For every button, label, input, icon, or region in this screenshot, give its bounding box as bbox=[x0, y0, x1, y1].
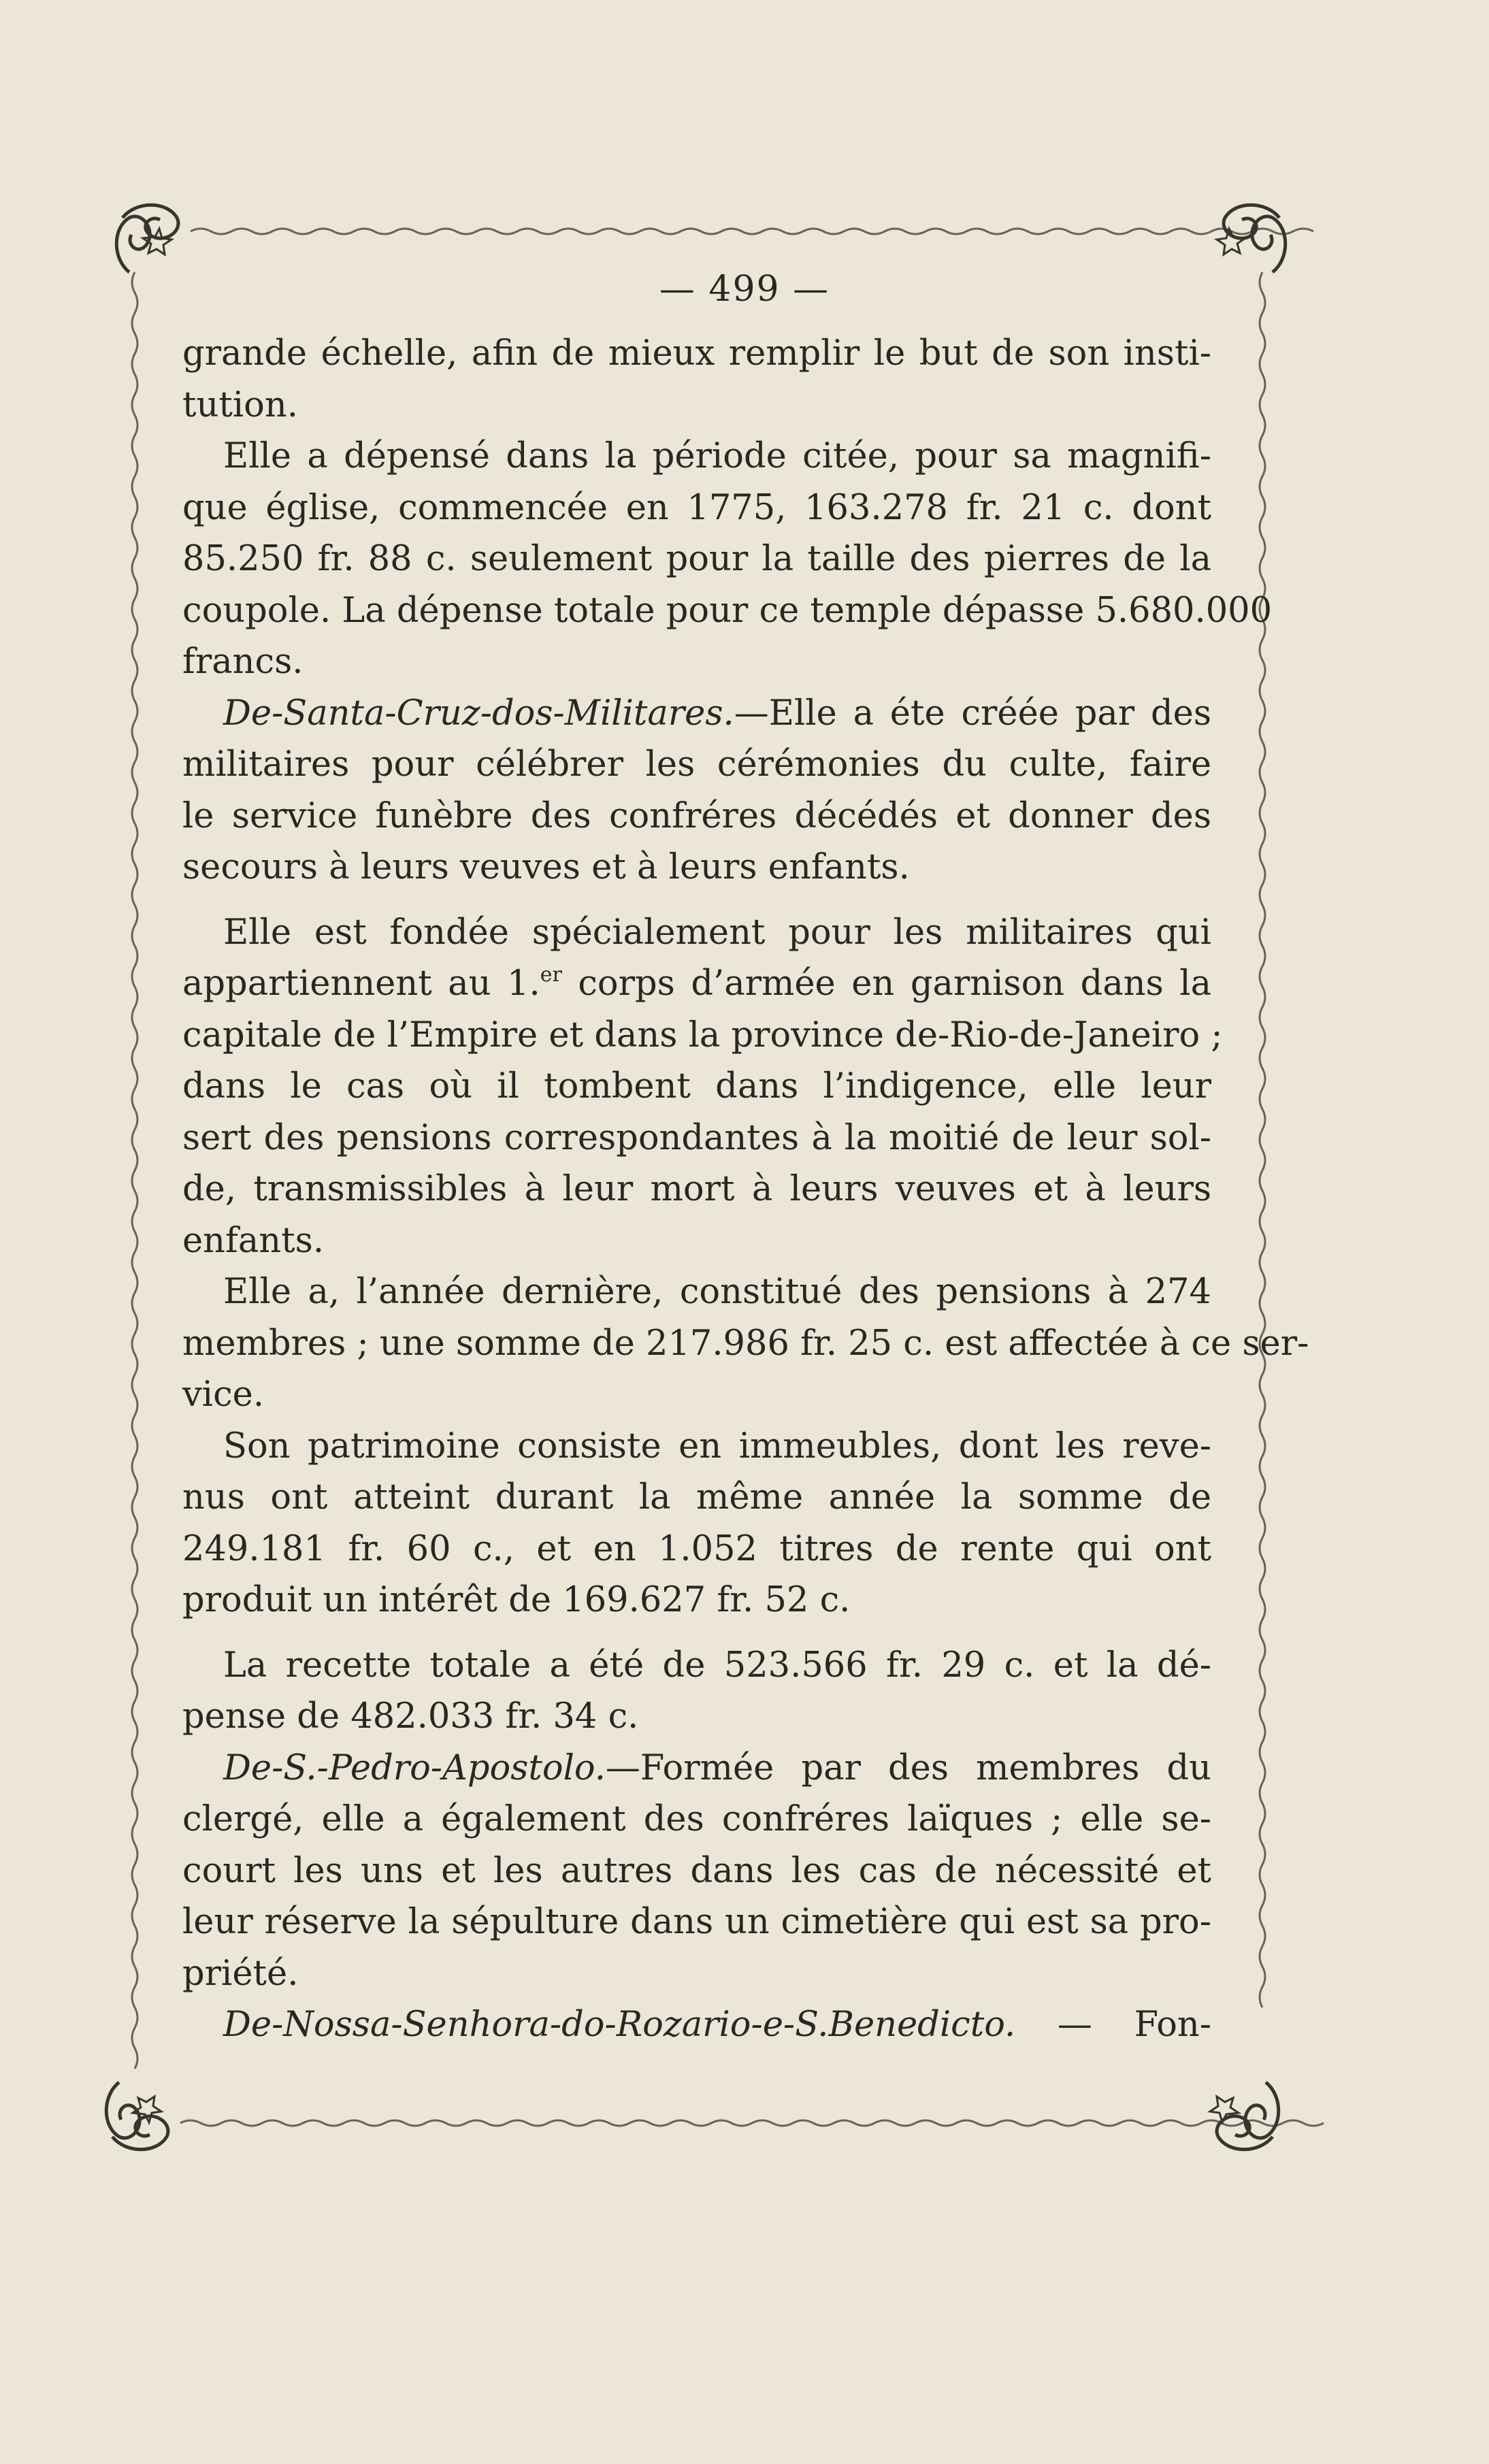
text-line: nus ont atteint durant la même année la somme de bbox=[182, 1477, 1211, 1517]
text-line: De-S.-Pedro-Apostolo.—Formée par des membres du bbox=[223, 1747, 1211, 1788]
text-line: francs. bbox=[182, 642, 304, 682]
text-line: De-Santa-Cruz-dos-Militares.—Elle a éte créée par des bbox=[223, 693, 1211, 734]
text-line: coupole. La dépense totale pour ce temple dépasse 5.680.000 bbox=[182, 590, 1273, 631]
text-line: De-Nossa-Senhora-do-Rozario-e-S.Benedicto. — Fon- bbox=[223, 2005, 1211, 2045]
text-line: Elle a dépensé dans la période citée, pour sa magnifi- bbox=[223, 436, 1211, 476]
right-border-rule bbox=[1260, 272, 1265, 2007]
body-text bbox=[182, 328, 1309, 2051]
bottom-border-rule bbox=[180, 2120, 1324, 2126]
left-border-rule bbox=[132, 272, 137, 2069]
text-line: capitale de l’Empire et dans la province de-Rio-de-Janeiro ; bbox=[182, 1015, 1223, 1055]
text-line: tution. bbox=[182, 384, 298, 425]
text-line: grande échelle, afin de mieux remplir le but de son insti- bbox=[182, 333, 1211, 374]
corner-ornament-top-left bbox=[116, 205, 178, 272]
text-line: pense de 482.033 fr. 34 c. bbox=[182, 1696, 639, 1737]
text-line: militaires pour célébrer les cérémonies du culte, faire bbox=[182, 744, 1211, 785]
page-number: — 499 — bbox=[659, 269, 830, 310]
text-line: 85.250 fr. 88 c. seulement pour la taille des pierres de la bbox=[182, 539, 1211, 579]
text-line: La recette totale a été de 523.566 fr. 29 c. et la dé- bbox=[223, 1645, 1211, 1686]
text-line: Elle est fondée spécialement pour les militaires qui bbox=[223, 912, 1211, 953]
text-line: sert des pensions correspondantes à la moitié de leur sol- bbox=[182, 1117, 1211, 1158]
section-heading: De-Nossa-Senhora-do-Rozario-e-S.Benedicto. bbox=[223, 2005, 1016, 2045]
text-line: clergé, elle a également des confréres laïques ; elle se- bbox=[182, 1799, 1211, 1839]
corner-ornament-top-right bbox=[1217, 205, 1286, 272]
text-line: enfants. bbox=[182, 1220, 325, 1261]
text-line: membres ; une somme de 217.986 fr. 25 c. est affectée à ce ser- bbox=[182, 1323, 1309, 1364]
text-line: 249.181 fr. 60 c., et en 1.052 titres de rente qui ont bbox=[182, 1528, 1211, 1569]
text-line: priété. bbox=[182, 1953, 299, 1994]
text-line: leur réserve la sépulture dans un cimetière qui est sa pro- bbox=[182, 1902, 1211, 1942]
text-line: vice. bbox=[182, 1375, 265, 1415]
top-border-rule bbox=[191, 229, 1313, 234]
text-line: le service funèbre des confréres décédés et donner des bbox=[182, 795, 1211, 836]
section-heading: De-Santa-Cruz-dos-Militares. bbox=[223, 693, 734, 734]
corner-ornament-bottom-right bbox=[1210, 2082, 1279, 2150]
text-line: secours à leurs veuves et à leurs enfants. bbox=[182, 847, 910, 887]
text-line: court les uns et les autres dans les cas de nécessité et bbox=[182, 1850, 1211, 1891]
corner-ornament-bottom-left bbox=[106, 2082, 168, 2150]
text-line: produit un intérêt de 169.627 fr. 52 c. bbox=[182, 1580, 851, 1620]
text-line: Son patrimoine consiste en immeubles, dont les reve- bbox=[223, 1426, 1211, 1466]
section-heading: De-S.-Pedro-Apostolo. bbox=[223, 1747, 606, 1788]
text-line: que église, commencée en 1775, 163.278 fr. 21 c. dont bbox=[182, 487, 1211, 528]
text-line: dans le cas où il tombent dans l’indigence, elle leur bbox=[182, 1066, 1211, 1106]
text-line: de, transmissibles à leur mort à leurs veuves et à leurs bbox=[182, 1169, 1211, 1209]
text-line: appartiennent au 1.$^{er}$ corps d’armée en garnison dans la bbox=[182, 963, 1211, 1004]
text-line: Elle a, l’année dernière, constitué des pensions à 274 bbox=[223, 1272, 1211, 1312]
